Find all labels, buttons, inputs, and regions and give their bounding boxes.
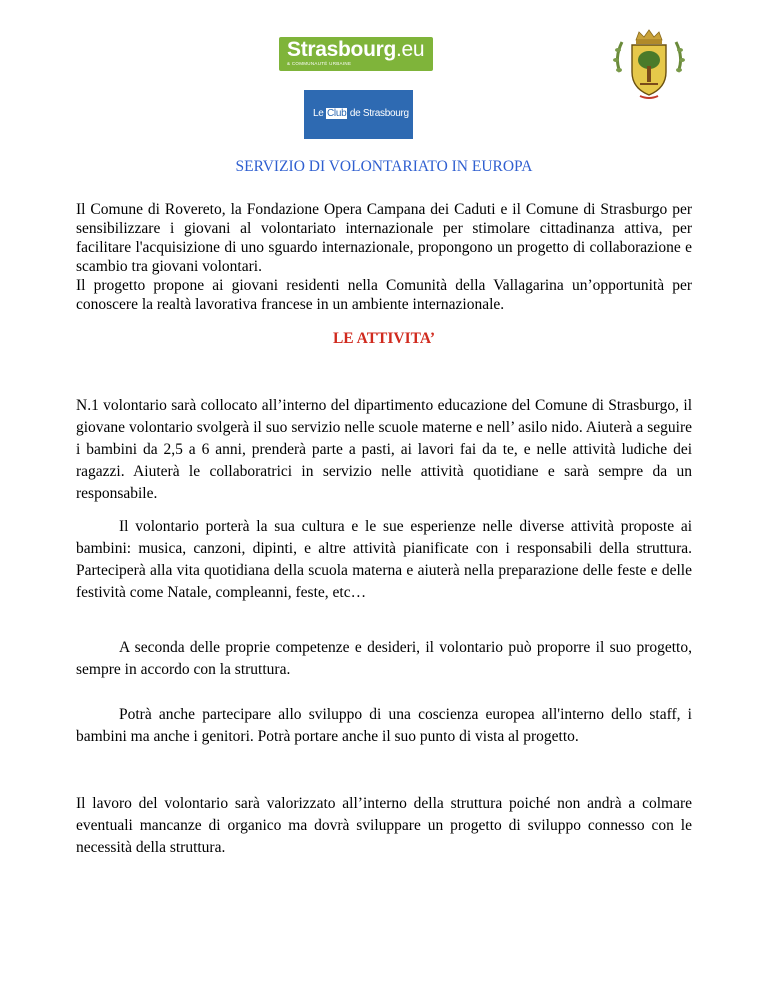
club-logo-text: Le Club de Strasbourg [313, 108, 409, 119]
body-paragraph: Il volontario porterà la sua cultura e le sue esperienze nelle diverse attività proposte ai bambini: musica, canzoni, dipinti, e altre attività pianificate con i responsabili della struttura. Parteciperà alla vita quotidiana della scuola materna e aiuterà nella preparazione delle feste e delle festività come Natale, compleanni, feste, etc… [76, 518, 692, 601]
strasbourg-logo-tagline: & COMMUNAUTÉ URBAINE [287, 61, 352, 66]
body-paragraph: Potrà anche partecipare allo sviluppo di una coscienza europea all'interno dello staff, i bambini ma anche i genitori. Potrà portare anche il suo punto di vista al progetto. [76, 706, 692, 745]
body-paragraph: N.1 volontario sarà collocato all’interno del dipartimento educazione del Comune di Strasburgo, il giovane volontario svolgerà il suo servizio nelle scuole materne e nell’ asilo nido. Aiuterà a seguire i bambini da 2,5 a 6 anni, prenderà parte a pasti, ai lavori fai da te, e nelle attività ludiche dei ragazzi. Aiuterà le collaboratrici in servizio nelle attività quotidiane e sarà sempre da un responsabile. [76, 397, 692, 502]
strasbourg-eu-logo [279, 37, 433, 71]
intro-paragraph: Il Comune di Rovereto, la Fondazione Opera Campana dei Caduti e il Comune di Strasburgo per sensibilizzare i giovani al volontariato internazionale per stimolare cittadinanza attiva, per facilitare l'acquisizione di uno sguardo internazionale, propongono un progetto di collaborazione e scambio tra giovani volontari. Il progetto propone ai giovani residenti nella Comunità della Vallagarina un’opportunità per conoscere la realtà lavorativa francese in un ambiente internazionale. [76, 201, 692, 313]
body-paragraph: Il lavoro del volontario sarà valorizzato all’interno della struttura poiché non andrà a colmare eventuali mancanze di organico ma dovrà sviluppare un progetto di sviluppo connesso con le necessità della struttura. [76, 795, 692, 856]
club-de-strasbourg-logo [304, 90, 413, 139]
body-paragraph: A seconda delle proprie competenze e desideri, il volontario può proporre il suo progetto, sempre in accordo con la struttura. [76, 639, 692, 678]
page-title: SERVIZIO DI VOLONTARIATO IN EUROPA [235, 158, 533, 175]
strasbourg-logo-wordmark: Strasbourg.eu [287, 38, 425, 61]
municipal-coat-of-arms-icon [610, 28, 688, 100]
section-title: LE ATTIVITA’ [332, 330, 436, 347]
